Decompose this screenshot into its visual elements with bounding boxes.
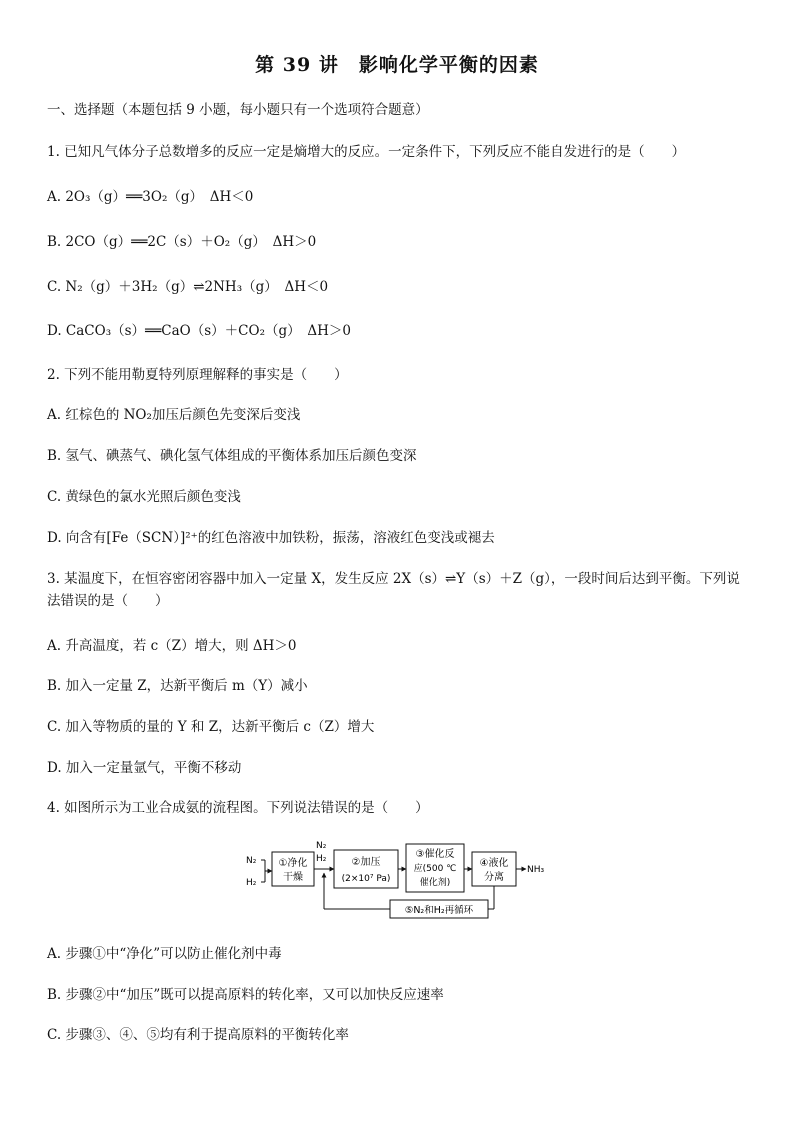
step-5-label: ⑤N₂和H₂再循环 [404,905,474,916]
q2-option-b: B. 氢气、碘蒸气、碘化氢气体组成的平衡体系加压后颜色变深 [47,448,417,464]
q1-option-d: D. CaCO₃（s）══CaO（s）＋CO₂（g） ΔH＞0 [47,323,351,339]
q1-option-c: C. N₂（g）＋3H₂（g）⇌2NH₃（g） ΔH＜0 [47,279,329,295]
q1-option-b: B. 2CO（g）══2C（s）＋O₂（g） ΔH＞0 [47,234,317,250]
step-3-label: ③催化反 [415,849,455,860]
mid-h2-label: H₂ [316,854,327,864]
step-3-sublabel-1: 应(500 ℃ [413,864,457,874]
q4-stem: 4. 如图所示为工业合成氨的流程图。下列说法错误的是（ ） [47,800,429,816]
q2-option-d: D. 向含有[Fe（SCN）]²⁺的红色溶液中加铁粉，振荡，溶液红色变浅或褪去 [47,530,495,546]
q1-option-a: A. 2O₃（g）══3O₂（g） ΔH＜0 [47,189,254,205]
ammonia-flow-diagram [240,836,560,924]
q2-option-c: C. 黄绿色的氯水光照后颜色变浅 [47,489,241,505]
q3-option-c: C. 加入等物质的量的 Y 和 Z，达新平衡后 c（Z）增大 [47,719,375,735]
section-heading: 一、选择题（本题包括 9 小题，每小题只有一个选项符合题意） [47,102,429,118]
step-1-sublabel: 干燥 [283,872,303,883]
step-4-label: ④液化 [479,858,509,869]
q4-option-a: A. 步骤①中“净化”可以防止催化剂中毒 [47,946,282,962]
q3-option-a: A. 升高温度，若 c（Z）增大，则 ΔH＞0 [47,638,297,654]
input-h2-label: H₂ [246,878,257,888]
q1-stem: 1. 已知凡气体分子总数增多的反应一定是熵增大的反应。一定条件下，下列反应不能自发进行的是（ ） [47,144,686,160]
q3-stem: 3. 某温度下，在恒容密闭容器中加入一定量 X，发生反应 2X（s）⇌Y（s）＋Z（g），一段时间后达到平衡。下列说法错误的是（ ） [47,571,740,609]
page-title: 第 39 讲 影响化学平衡的因素 [255,54,539,76]
q4-option-b: B. 步骤②中“加压”既可以提高原料的转化率，又可以加快反应速率 [47,987,444,1003]
step-3-sublabel-2: 催化剂) [419,878,451,888]
step-1-label: ①净化 [278,858,308,869]
step-4-sublabel: 分离 [484,872,504,883]
input-n2-label: N₂ [246,856,257,866]
q2-option-a: A. 红棕色的 NO₂加压后颜色先变深后变浅 [47,407,301,423]
q2-stem: 2. 下列不能用勒夏特列原理解释的事实是（ ） [47,367,348,383]
q3-option-d: D. 加入一定量氩气，平衡不移动 [47,760,242,776]
output-nh3-label: NH₃ [527,865,545,875]
q3-option-b: B. 加入一定量 Z，达新平衡后 m（Y）减小 [47,678,308,694]
q4-option-c: C. 步骤③、④、⑤均有利于提高原料的平衡转化率 [47,1027,349,1043]
step-2-sublabel: (2×10⁷ Pa) [341,874,391,884]
step-2-label: ②加压 [351,857,381,868]
mid-n2-label: N₂ [316,841,327,851]
